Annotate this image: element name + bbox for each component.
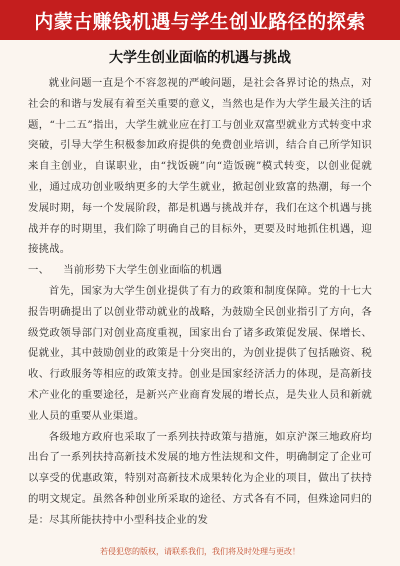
title-banner	[0, 0, 400, 40]
policy-paragraph: 首先，国家为大学生创业提供了有力的政策和制度保障。党的十七大报告明确提出了以创业带动就业的战略，为鼓励全民创业指引了方向，各级党政领导部门对创业高度重视，国家出台了诸多政策促发展、保增长、促就业，其中鼓励创业的政策是十分突出的，为创业提供了包括融资、税收、行政服务等相应的政策支持。创业是国家经济活力的体现，是高新技术产业化的重要途径，是新兴产业商育发展的增长点，是失业人员和新就业人员的重要从业渠道。	[28, 284, 372, 422]
section-heading	[28, 260, 372, 281]
document-title: 大学生创业面临的机遇与挑战	[109, 50, 291, 66]
section-number: 一、	[28, 264, 50, 277]
local-policy-paragraph: 各级地方政府也采取了一系列扶持政策与措施，如京沪深三地政府均出台了一系列扶持高新技术发展的地方性法规和文件，明确制定了企业可以享受的优惠政策，特别对高新技术成果转化为企业的项目，做出了扶持的明文规定。虽然各种创业所采取的途径、方式各有不同，但殊途同归的是：尽其所能扶持中小型科技企业的发	[28, 430, 372, 526]
banner-title: 内蒙古赚钱机遇与学生创业路径的探索	[34, 10, 366, 33]
footer-notice: 若侵犯您的版权，请联系我们，我们将及时处理与更改！	[100, 547, 300, 556]
section-heading-text: 当前形势下大学生创业面临的机遇	[63, 264, 223, 277]
intro-paragraph: 就业问题一直是个不容忽视的严峻问题，是社会各界讨论的热点，对社会的和谐与发展有着至关重要的意义，当然也是作为大学生最关注的话题，“十二五”指出，大学生就业应在打工与创业双富型就业方式转变中求突破，引导大学生积极参加政府提供的免费创业培训，结合自己所学知识来自主创业，自谋职业，由“找饭碗”向“造饭碗”模式转变，以创业促就业，通过成功创业吸纳更多的大学生就业，掀起创业致富的热潮，每一个发展时期，每一个发展阶段，都是机遇与挑战并存，我们在这个机遇与挑战并存的时期里，我们除了明确自己的目标外，更要及时地抓住机遇，迎接挑战。	[28, 77, 372, 256]
document-body	[0, 47, 400, 531]
